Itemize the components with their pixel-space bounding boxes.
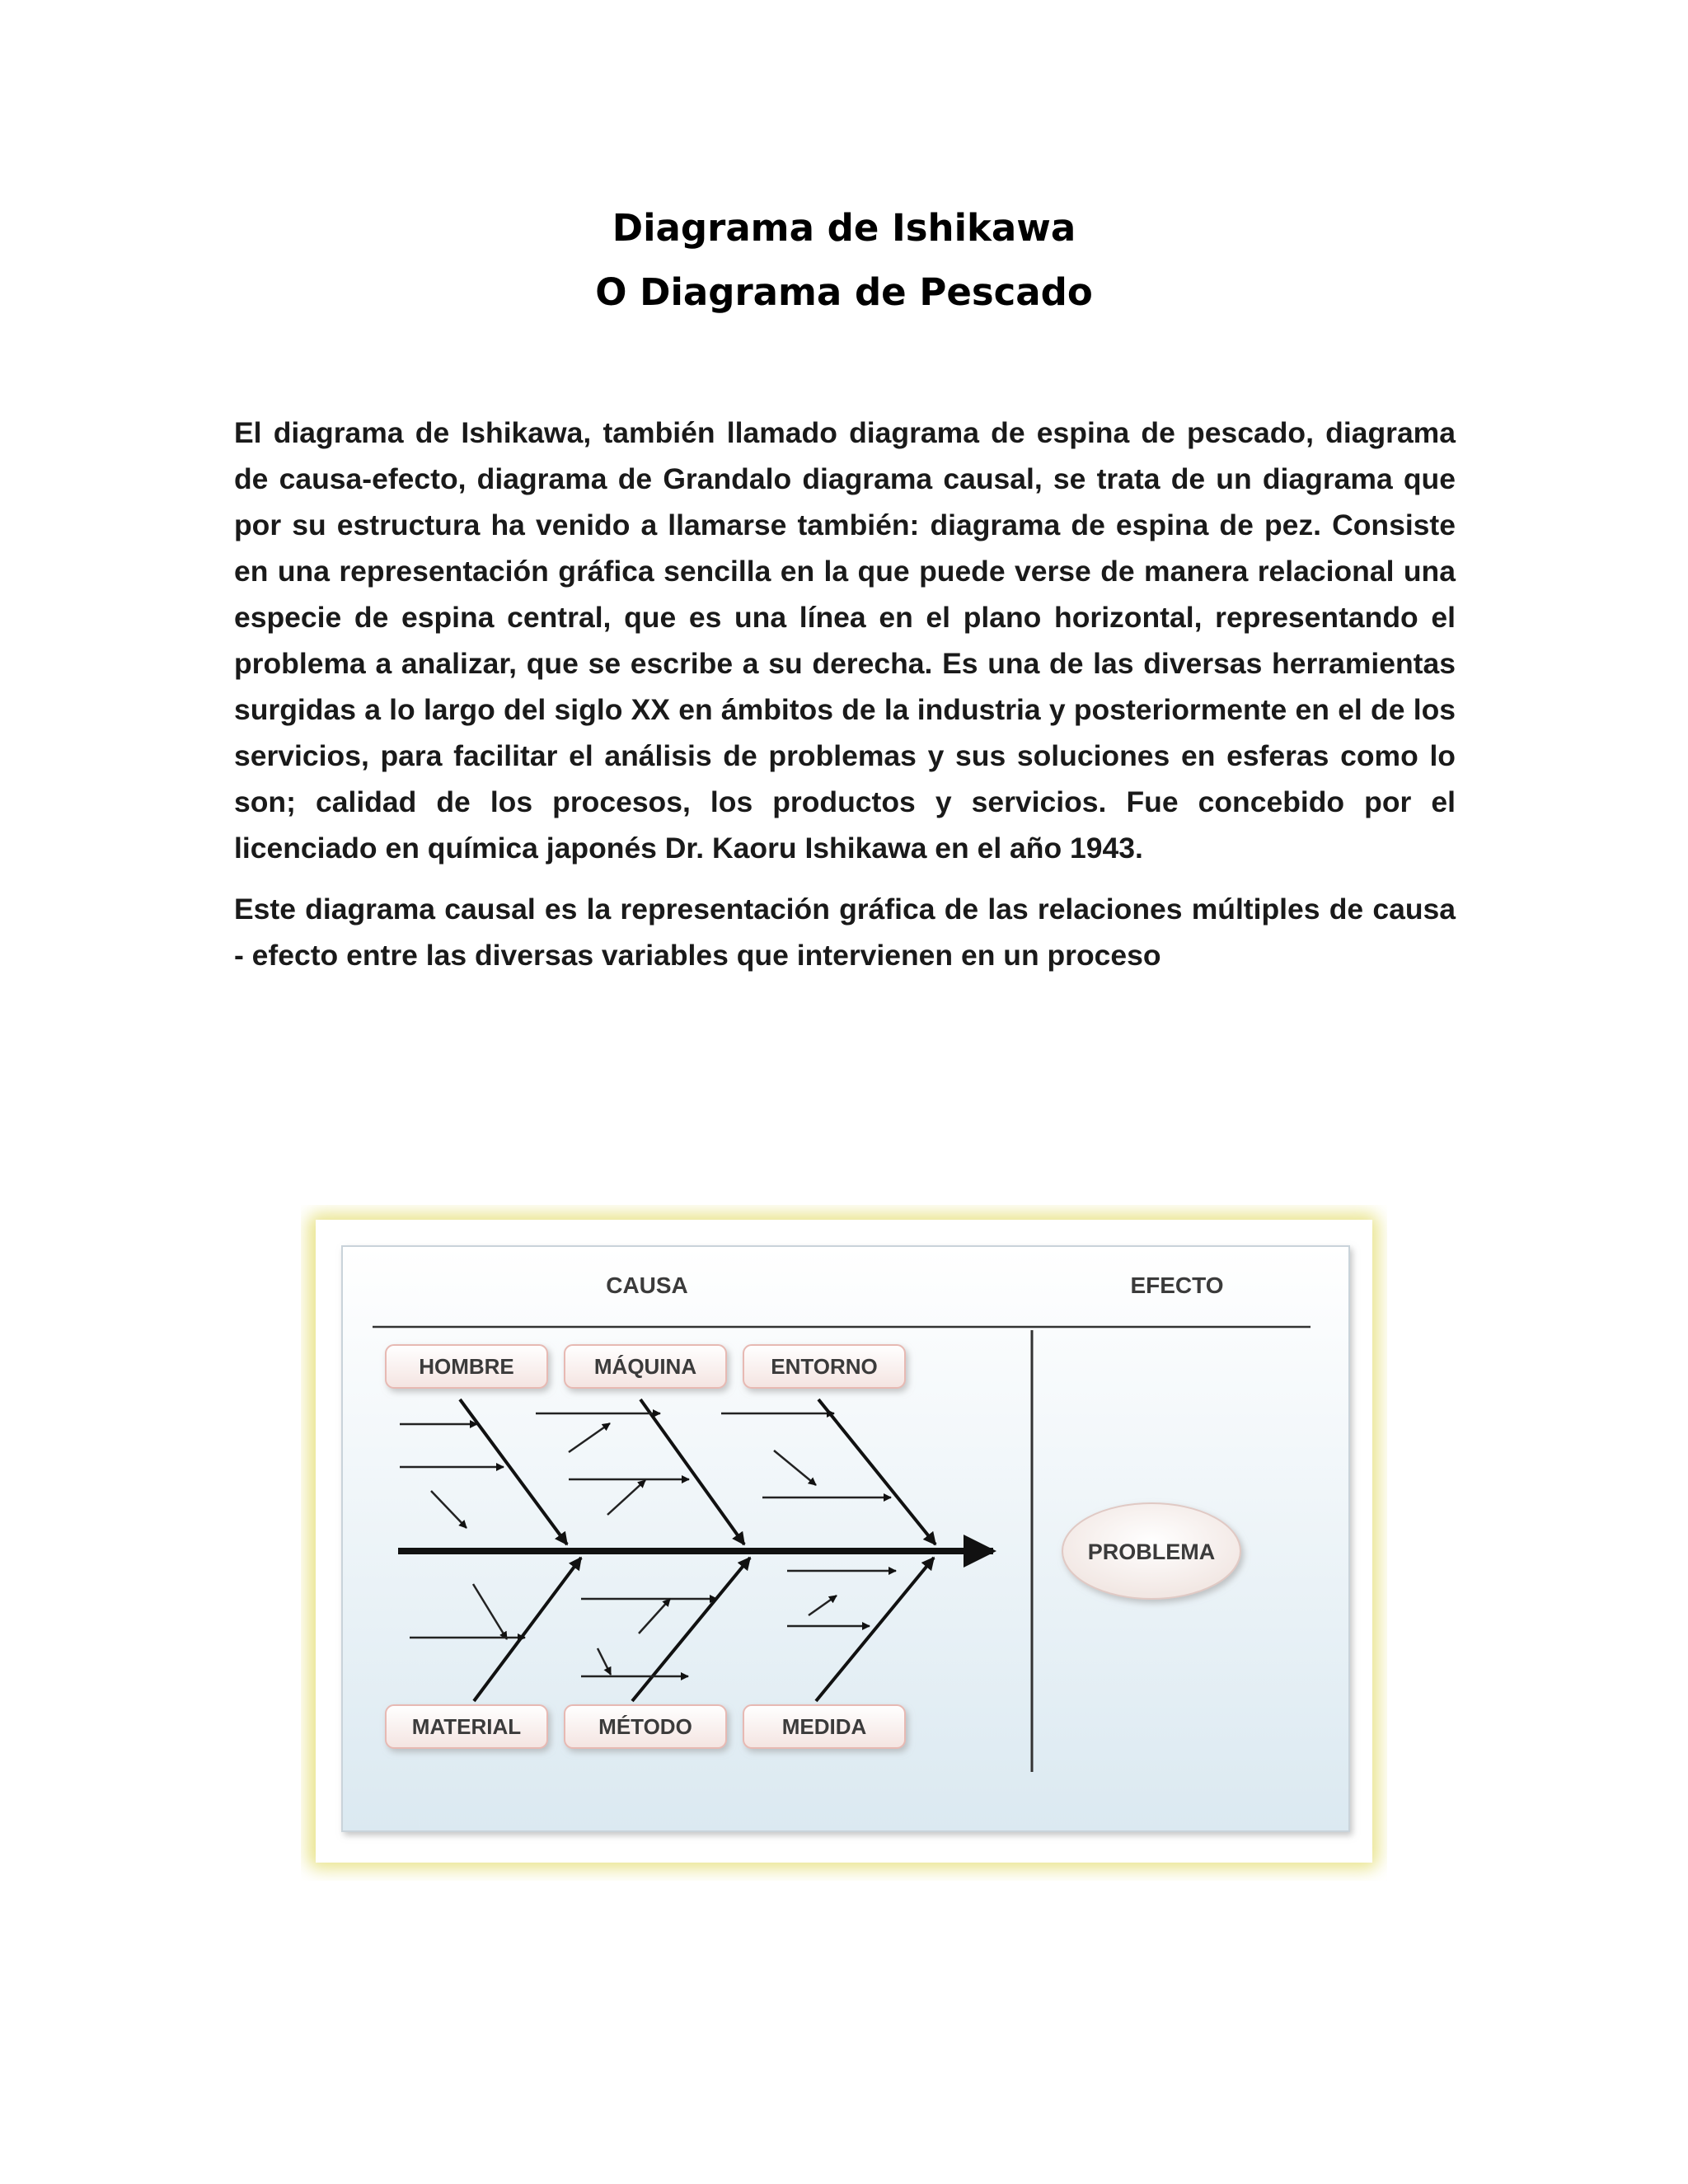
paragraph-1: El diagrama de Ishikawa, también llamado diagrama de espina de pescado, diagrama de causa-efecto, diagrama de Grandalo diagrama causal, se trata de un diagrama que por su estructura ha venido a llamarse también: diagrama de espina de pez. Consiste en una representación gráfica sencilla en la que puede verse de manera relacional una especie de espina central, que es una línea en el plano horizontal, representando el problema a analizar, que se escribe a su derecha. Es una de las diversas herramientas surgidas a lo largo del siglo XX en ámbitos de la industria y posteriormente en el de los servicios, para facilitar el análisis de problemas y sus soluciones en esferas como lo son; calidad de los procesos, los productos y servicios. Fue concebido por el licenciado en química japonés Dr. Kaoru Ishikawa en el año 1943. [234,416,1456,865]
category-label-metodo: MÉTODO [598,1714,692,1739]
effect-header: EFECTO [1130,1272,1224,1298]
category-label-material: MATERIAL [411,1714,522,1739]
category-label-hombre: HOMBRE [419,1354,514,1379]
paragraph-2: Este diagrama causal es la representación gráfica de las relaciones múltiples de causa - efecto entre las diversas variables que intervienen en un proceso [234,893,1456,972]
fishbone-diagram [301,1205,1387,1881]
document-body [234,410,1456,993]
category-label-maquina: MÁQUINA [593,1354,697,1379]
title-line-2: O Diagrama de Pescado [595,270,1093,314]
category-label-medida: MEDIDA [781,1714,867,1739]
document-title [0,196,1688,325]
problem-label: PROBLEMA [1087,1540,1216,1564]
title-line-1: Diagrama de Ishikawa [612,206,1076,250]
category-label-entorno: ENTORNO [771,1354,878,1379]
ishikawa-figure [301,1205,1387,1881]
cause-header: CAUSA [606,1272,688,1298]
